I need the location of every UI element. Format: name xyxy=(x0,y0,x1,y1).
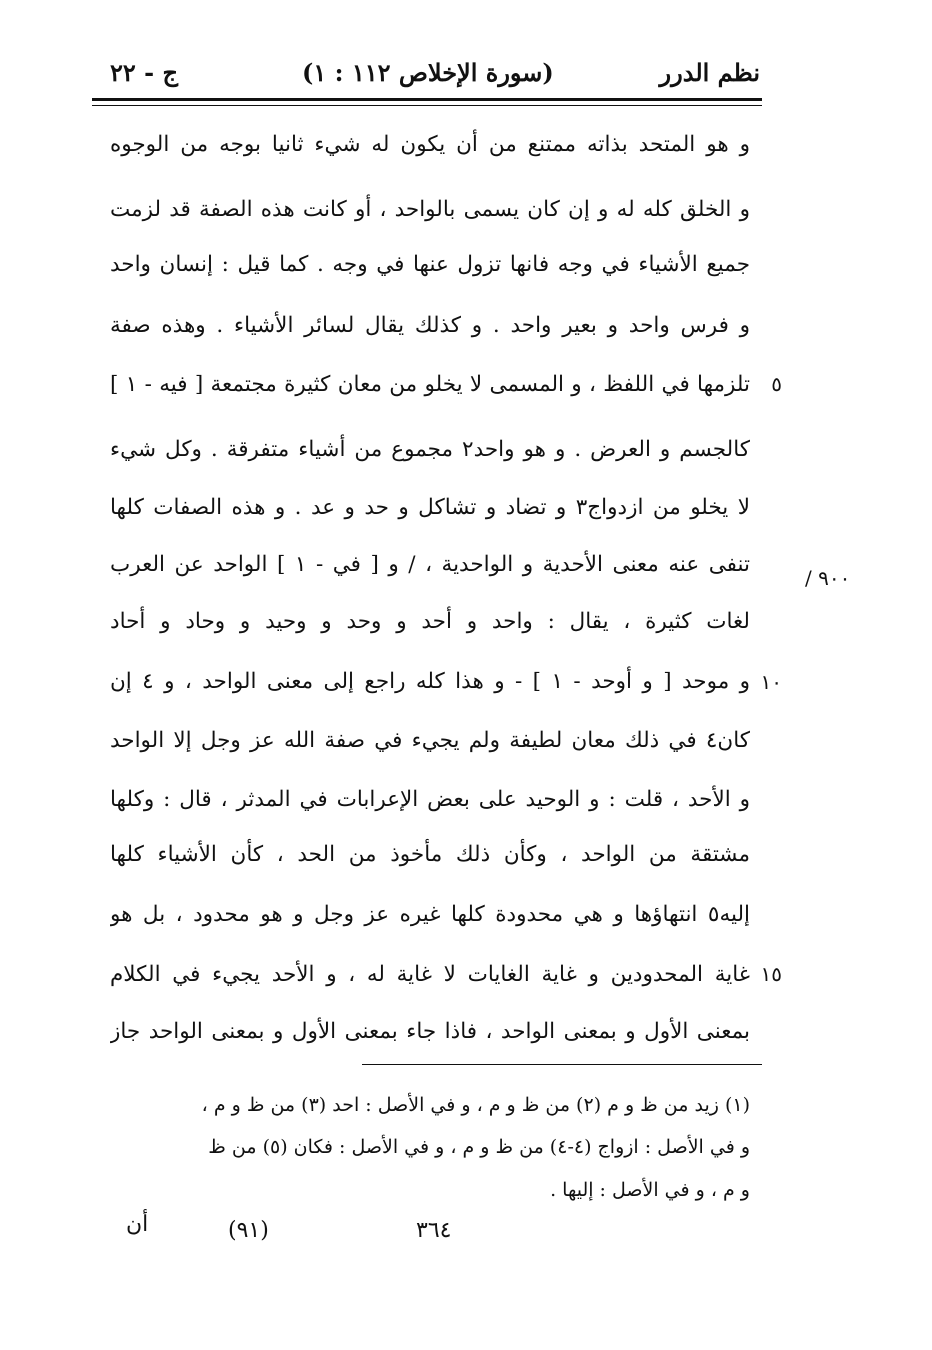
book-title: نظم الدرر xyxy=(659,58,760,87)
text-line: و هو المتحد بذاته ممتنع من أن يكون له شيء ثانيا بوجه من الوجوه xyxy=(110,132,750,157)
text-line: و الخلق كله له و إن كان يسمى بالواحد ، أو كانت هذه الصفة قد لزمت xyxy=(110,197,750,222)
footnote-divider xyxy=(362,1064,762,1065)
header-rule-bottom xyxy=(92,105,762,106)
text-line: بمعنى الأول و بمعنى الواحد ، فاذا جاء بمعنى الأول و بمعنى الواحد جاز xyxy=(110,1019,750,1044)
footnote-line: و في الأصل : ازواج (٤-٤) من ظ و م ، و في الأصل : فكان (٥) من ظ xyxy=(208,1136,750,1158)
text-line: إليه٥ انتهاؤها و هي محدودة كلها غيره عز وجل و هو محدود ، بل هو xyxy=(110,902,750,927)
footnote-line: (١) زيد من ظ و م (٢) من ظ و م ، و في الأصل : احد (٣) من ظ و م ، xyxy=(201,1094,750,1116)
text-line: تلزمها في اللفظ ، و المسمى لا يخلو من معان كثيرة مجتمعة [ فيه - ١ ] xyxy=(110,372,750,397)
page-number: ٣٦٤ xyxy=(416,1218,452,1243)
volume-number: ج - ٢٢ xyxy=(110,58,178,87)
line-number: ٥ xyxy=(771,372,782,396)
text-line: و فرس واحد و بعير واحد . و كذلك يقال لسائر الأشياء . وهذه صفة xyxy=(110,313,750,338)
text-line: تنفى عنه معنى الأحدية و الواحدية ، / و [ في - ١ ] الواحد عن العرب xyxy=(110,552,750,577)
surah-reference: (سورة الإخلاص ١١٢ : ١) xyxy=(302,58,554,87)
margin-folio-note: ٩٠٠ / xyxy=(805,566,851,590)
header-rule-top xyxy=(92,98,762,101)
text-line: لا يخلو من ازدواج٣ و تضاد و تشاكل و حد و عد . و هذه الصفات كلها xyxy=(110,495,750,520)
text-line: مشتقة من الواحد ، وكأن ذلك مأخوذ من الحد ، كأن الأشياء كلها xyxy=(110,842,750,867)
line-number: ١٠ xyxy=(760,670,782,694)
text-line: و الأحد ، قلت : و الوحيد على بعض الإعرابات في المدثر ، قال : وكلها xyxy=(110,787,750,812)
text-line: كالجسم و العرض . و هو واحد٢ مجموع من أشياء متفرقة . وكل شيء xyxy=(110,437,750,462)
catchword: أن xyxy=(126,1212,149,1237)
text-line: جميع الأشياء في وجه فانها تزول عنها في وجه . كما قيل : إنسان واحد xyxy=(110,252,750,277)
text-line: لغات كثيرة ، يقال : واحد و أحد و وحد و وحيد و وحاد و أحاد xyxy=(110,609,750,634)
text-line: غاية المحدودين و غاية الغايات لا غاية له ، و الأحد يجيء في الكلام xyxy=(110,962,750,987)
text-line: و موحد [ و أوحد - ١ ] - و هذا كله راجع إلى معنى الواحد ، و ٤ إن xyxy=(110,669,750,694)
text-line: كان٤ في ذلك معان لطيفة ولم يجيء في صفة الله عز وجل إلا الواحد xyxy=(110,728,750,753)
manuscript-number: (٩١) xyxy=(228,1218,269,1243)
footnote-line: و م ، و في الأصل : إليها . xyxy=(550,1179,750,1201)
line-number: ١٥ xyxy=(760,962,782,986)
